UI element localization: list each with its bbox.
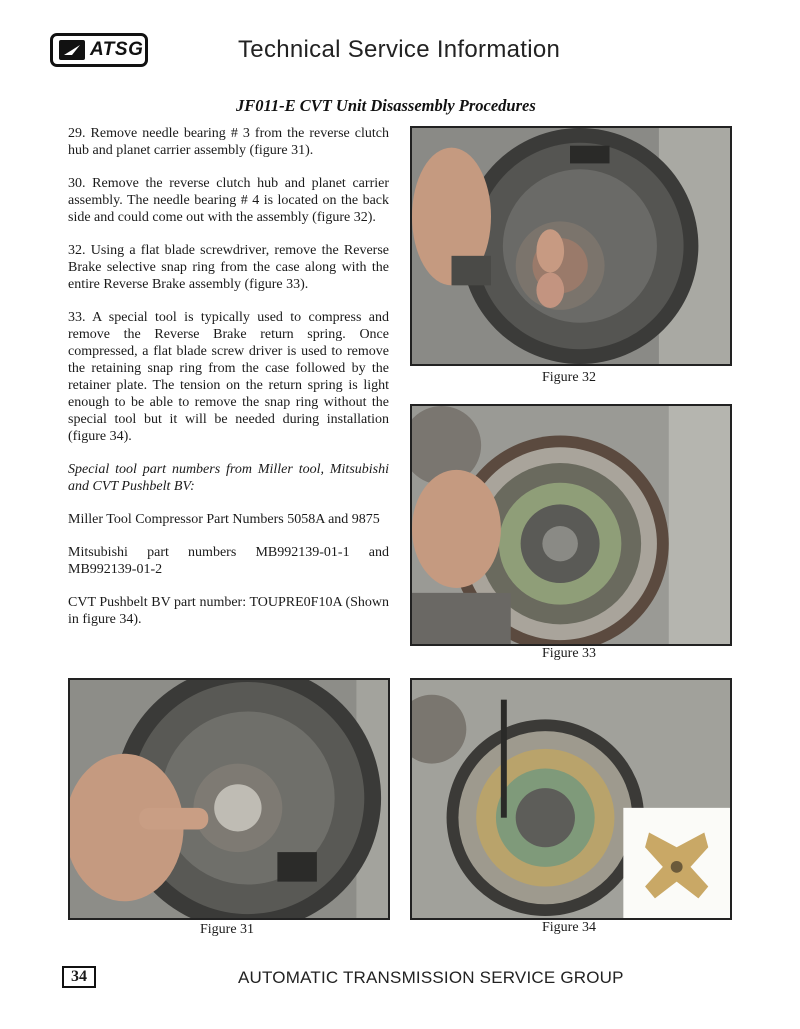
figure-33-caption: Figure 33	[542, 646, 597, 661]
page-number: 34	[62, 966, 96, 988]
paragraph-step-29: 29. Remove needle bearing # 3 from the reverse clutch hub and planet carrier assembly (figure 31).	[68, 126, 389, 158]
figure-32-photo	[410, 126, 732, 366]
page-header-title: Technical Service Information	[238, 36, 561, 63]
figure-34-photo	[410, 678, 732, 920]
figure-34-caption: Figure 34	[542, 920, 597, 935]
paragraph-step-32: 32. Using a flat blade screwdriver, remove the Reverse Brake selective snap ring from the case along with the entire Reverse Brake assembly (figure 33).	[68, 243, 389, 292]
body-text	[68, 125, 389, 644]
paragraph-step-33: 33. A special tool is typically used to compress and remove the Reverse Brake return spring. Once compressed, a flat blade screw driver is used to remove the retaining snap ring from the case followed by the retainer plate. The tension on the return spring is light enough to be able to remove the snap ring without the special tool but it will be needed during installation (figure 34).	[68, 310, 389, 444]
figure-33-photo	[410, 404, 732, 646]
mitsubishi-part-numbers: Mitsubishi part numbers MB992139-01-1 and MB992139-01-2	[68, 545, 389, 577]
figure-31-photo	[68, 678, 390, 920]
atsg-logo	[50, 33, 148, 67]
section-title: JF011-E CVT Unit Disassembly Procedures	[236, 96, 536, 115]
special-tool-heading: Special tool part numbers from Miller tool, Mitsubishi and CVT Pushbelt BV:	[68, 462, 389, 494]
figure-31-caption: Figure 31	[200, 922, 255, 937]
footer-text: AUTOMATIC TRANSMISSION SERVICE GROUP	[238, 968, 624, 987]
figure-32-caption: Figure 32	[542, 370, 597, 385]
pushbelt-part-number: CVT Pushbelt BV part number: TOUPRE0F10A (Shown in figure 34).	[68, 595, 389, 627]
miller-tool-part-numbers: Miller Tool Compressor Part Numbers 5058A and 9875	[68, 512, 380, 527]
logo-text: ATSG	[90, 39, 144, 60]
logo-mark-icon	[59, 40, 85, 60]
paragraph-step-30: 30. Remove the reverse clutch hub and planet carrier assembly. The needle bearing # 4 is located on the back side and could come out with the assembly (figure 32).	[68, 176, 389, 225]
